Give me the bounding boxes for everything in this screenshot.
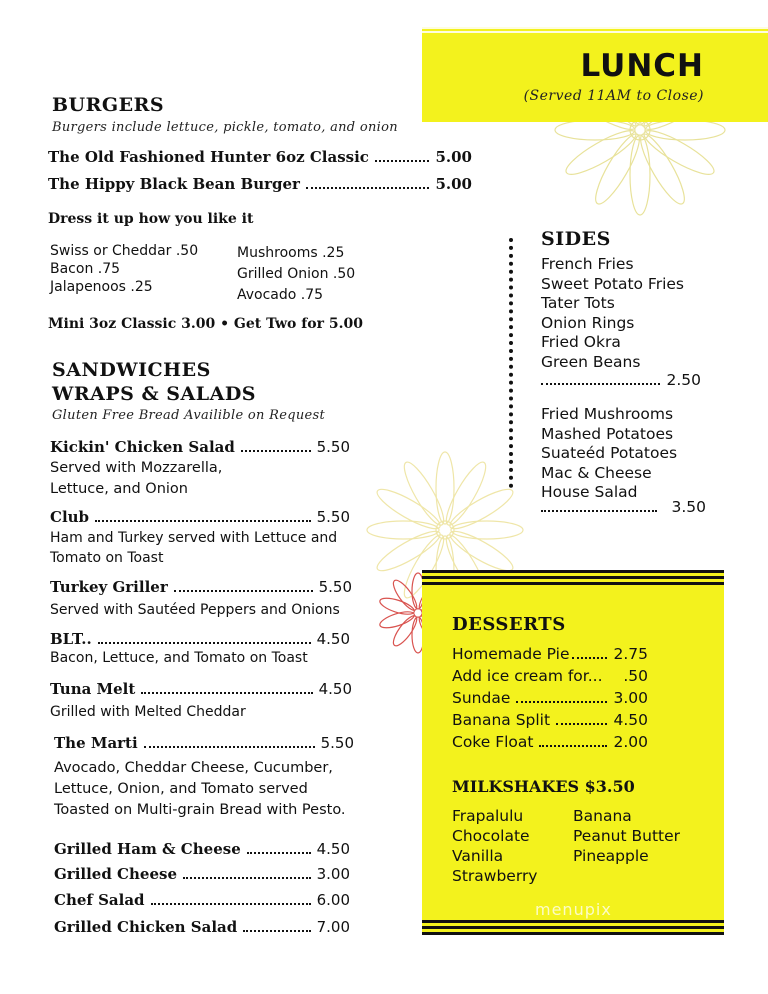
item-description: Avocado, Cheddar Cheese, Cucumber, Lettuce, Onion, and Tomato served Toasted on Multi-grain Bread with Pesto. <box>54 760 346 818</box>
milkshake-flavor: Pineapple <box>573 847 649 865</box>
item-name: The Marti <box>54 734 138 752</box>
burgers-note: Burgers include lettuce, pickle, tomato, and onion <box>52 120 398 135</box>
panel-stripe <box>422 576 724 579</box>
side-item: Green Beans <box>541 352 641 371</box>
panel-stripe <box>422 926 724 929</box>
item-price: 5.00 <box>435 148 472 166</box>
addons-right <box>237 243 417 306</box>
sandwiches-heading <box>52 358 256 406</box>
leader-dots <box>306 187 430 189</box>
menu-item <box>50 578 352 620</box>
side-item: Sweet Potato Fries <box>541 274 685 293</box>
item-name: Club <box>50 508 90 526</box>
menu-item <box>50 438 350 500</box>
item-price: 5.00 <box>435 175 472 193</box>
menu-item <box>48 175 472 193</box>
milkshake-flavor: Peanut Butter <box>573 827 681 845</box>
milkshake-flavor: Frapalulu <box>452 807 524 825</box>
dessert-name: Homemade Pie <box>452 645 570 663</box>
watermark: menupix <box>535 900 612 919</box>
milkshake-flavor: Strawberry <box>452 867 538 885</box>
item-name: The Old Fashioned Hunter 6oz Classic <box>48 148 369 166</box>
item-name: Chef Salad <box>54 891 145 909</box>
side-item: Mac & Cheese <box>541 463 652 482</box>
side-item: House Salad <box>541 483 638 502</box>
side-item: Fried Mushrooms <box>541 405 674 423</box>
dessert-name: Coke Float <box>452 733 534 751</box>
item-description: Served with Mozzarella, Lettuce, and Onion <box>50 460 223 497</box>
leader-dots <box>144 746 315 748</box>
leader-dots <box>151 903 311 905</box>
item-name: Grilled Cheese <box>54 865 177 883</box>
milkshakes-right <box>573 806 680 866</box>
item-price: 5.50 <box>318 578 352 596</box>
menu-item <box>50 508 350 568</box>
milkshakes-left <box>452 806 538 886</box>
burgers-heading: BURGERS <box>52 94 165 116</box>
item-name: Grilled Ham & Cheese <box>54 840 241 858</box>
leader-dots <box>98 642 311 644</box>
addon-item: Grilled Onion .50 <box>237 266 356 282</box>
side-item: Onion Rings <box>541 313 635 332</box>
addons-left <box>50 242 230 296</box>
addon-item: Jalapenoos .25 <box>50 279 153 295</box>
desserts-heading: DESSERTS <box>452 614 566 635</box>
item-price: 6.00 <box>316 891 350 909</box>
leader-dots <box>539 745 607 747</box>
leader-dots <box>541 510 657 512</box>
side-item: Mashed Potatoes <box>541 424 674 443</box>
sides-group-1-price-row <box>541 371 701 389</box>
column-divider <box>509 238 513 488</box>
dessert-price: 2.00 <box>613 733 648 751</box>
sandwiches-heading-line2: WRAPS & SALADS <box>52 383 257 405</box>
leader-dots <box>141 692 312 694</box>
leader-dots <box>516 701 607 703</box>
leader-dots <box>572 657 608 659</box>
panel-stripe <box>422 920 724 923</box>
menu-item <box>54 865 350 883</box>
sides-heading: SIDES <box>541 228 611 250</box>
item-name: Turkey Griller <box>50 578 168 596</box>
sides-group-2-price: 3.50 <box>671 498 706 516</box>
menu-item <box>50 680 352 722</box>
menu-item <box>48 148 472 166</box>
dessert-price: 3.00 <box>613 689 648 707</box>
item-name: Tuna Melt <box>50 680 136 698</box>
dessert-name: Sundae <box>452 689 511 707</box>
addon-item: Mushrooms .25 <box>237 245 345 261</box>
leader-dots <box>95 520 311 522</box>
item-name: Kickin' Chicken Salad <box>50 438 235 456</box>
addon-item: Swiss or Cheddar .50 <box>50 243 199 259</box>
leader-dots <box>183 877 311 879</box>
addon-item: Avocado .75 <box>237 287 324 303</box>
leader-dots <box>247 852 311 854</box>
dress-up-heading: Dress it up how you like it <box>48 211 254 227</box>
menu-item <box>50 630 350 668</box>
addon-item: Bacon .75 <box>50 261 121 277</box>
item-description: Ham and Turkey served with Lettuce and Tomato on Toast <box>50 530 338 566</box>
leader-dots <box>375 160 430 162</box>
menu-item <box>54 891 350 909</box>
dessert-price: 4.50 <box>613 711 648 729</box>
dessert-price: .50 <box>623 667 648 685</box>
milkshakes-heading: MILKSHAKES $3.50 <box>452 777 635 796</box>
panel-stripe <box>422 570 724 573</box>
item-name: The Hippy Black Bean Burger <box>48 175 300 193</box>
panel-stripe <box>422 932 724 935</box>
leader-dots <box>241 450 311 452</box>
menu-item <box>54 918 350 936</box>
sides-group-2-price-row <box>541 498 706 516</box>
item-price: 5.50 <box>316 508 350 526</box>
page-subtitle: (Served 11AM to Close) <box>523 88 704 104</box>
leader-dots <box>243 930 310 932</box>
leader-dots <box>541 383 660 385</box>
milkshake-flavor: Vanilla <box>452 847 504 865</box>
item-description: Served with Sautéed Peppers and Onions <box>50 602 340 618</box>
item-description: Bacon, Lettuce, and Tomato on Toast <box>50 650 308 666</box>
sandwiches-note: Gluten Free Bread Availible on Request <box>52 408 325 423</box>
side-item: Suateéd Potatoes <box>541 444 678 463</box>
item-price: 5.50 <box>320 734 354 752</box>
sides-group-2 <box>541 405 677 503</box>
side-item: French Fries <box>541 255 634 273</box>
side-item: Tater Tots <box>541 294 615 313</box>
leader-dots <box>174 590 313 592</box>
sides-group-1 <box>541 255 684 373</box>
item-price: 3.00 <box>316 865 350 883</box>
item-name: Grilled Chicken Salad <box>54 918 238 936</box>
sandwiches-heading-line1: SANDWICHES <box>52 359 211 381</box>
mini-burger-offer: Mini 3oz Classic 3.00 • Get Two for 5.00 <box>48 316 363 332</box>
item-name: BLT.. <box>50 630 92 648</box>
item-description: Grilled with Melted Cheddar <box>50 704 246 720</box>
item-price: 4.50 <box>318 680 352 698</box>
menu-item <box>54 734 354 821</box>
milkshake-flavor: Chocolate <box>452 827 530 845</box>
side-item: Fried Okra <box>541 333 621 352</box>
item-price: 7.00 <box>316 918 350 936</box>
item-price: 4.50 <box>316 840 350 858</box>
page-title: LUNCH <box>580 48 704 84</box>
desserts-list <box>452 641 648 751</box>
panel-stripe <box>422 582 724 585</box>
item-price: 4.50 <box>316 630 350 648</box>
sides-group-1-price: 2.50 <box>666 371 701 389</box>
milkshake-flavor: Banana <box>573 807 632 825</box>
dessert-name: Add ice cream for... <box>452 667 603 685</box>
dessert-price: 2.75 <box>613 645 648 663</box>
menu-item <box>54 840 350 858</box>
banner-stripes <box>422 27 768 37</box>
leader-dots <box>556 723 607 725</box>
item-price: 5.50 <box>316 438 350 456</box>
dessert-name: Banana Split <box>452 711 551 729</box>
